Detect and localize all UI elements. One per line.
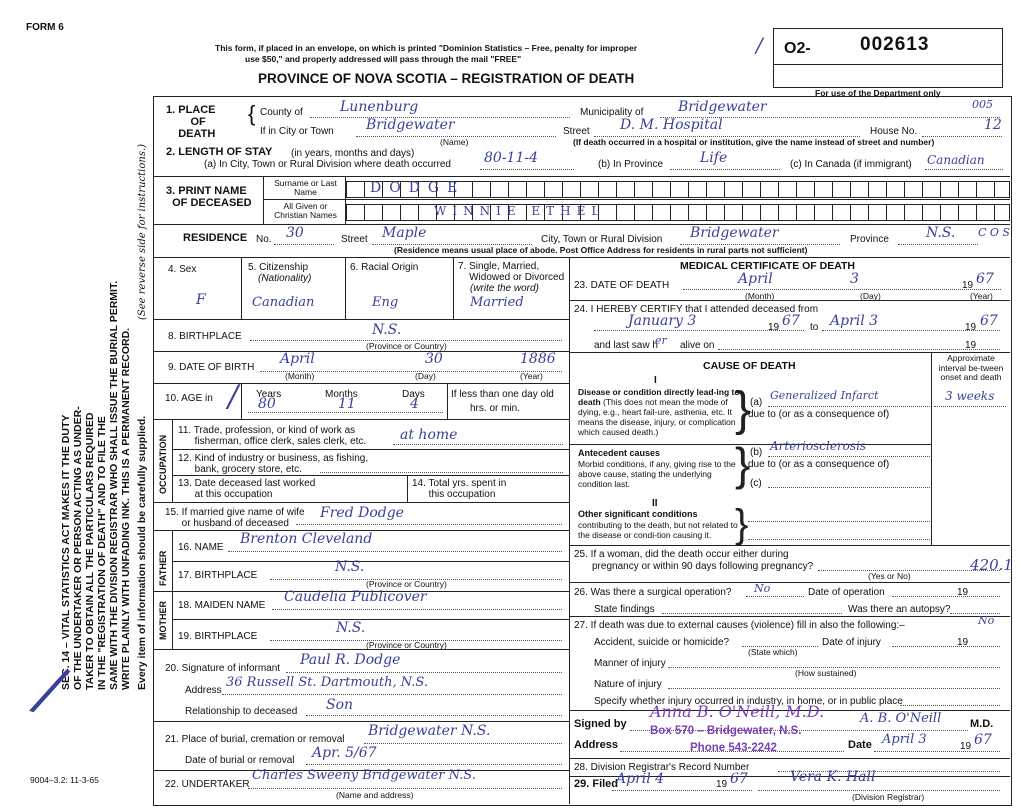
bracket-direct: } <box>735 383 752 436</box>
cause-of-death-title: CAUSE OF DEATH <box>703 360 796 372</box>
med-cert-title: MEDICAL CERTIFICATE OF DEATH <box>680 260 855 272</box>
less-than-day-label: If less than one day old <box>451 389 554 400</box>
stay-a-value: 80-11-4 <box>484 150 538 166</box>
yes-no-caption: (Yes or No) <box>868 571 911 581</box>
form-number: FORM 6 <box>26 22 64 33</box>
statute-text-6: WRITE PLAINLY WITH UNFADING INK. THIS IS A PERMANENT RECORD. <box>120 327 132 690</box>
date-label: Date <box>848 739 872 751</box>
res-city-value: Bridgewater <box>690 225 779 241</box>
informant-address-value: 36 Russell St. Dartmouth, N.S. <box>226 675 428 690</box>
name-address-caption: (Name and address) <box>336 790 414 800</box>
dob-label: 9. DATE OF BIRTH <box>168 362 255 373</box>
citizenship-value: Canadian <box>252 295 315 310</box>
due-to-2: due to (or as a consequence of) <box>748 459 890 470</box>
municipality-label: Municipality of <box>580 107 644 118</box>
house-value: 12 <box>984 117 1002 133</box>
print-code: 9004–3.2: 11-3-65 <box>30 775 99 785</box>
informant-address-label: Address <box>185 685 222 696</box>
certify-label: 24. I HEREBY CERTIFY that I attended deceased from <box>574 304 819 315</box>
occupation-section-label: OCCUPATION <box>158 434 168 494</box>
b-label: (b) <box>750 447 763 458</box>
a-label: (a) <box>750 397 763 408</box>
stay-b-label: (b) In Province <box>598 159 664 170</box>
antecedent-label: Antecedent causes <box>578 448 661 458</box>
md-label: M.D. <box>970 718 994 730</box>
hospital-note: (If death occurred in a hospital or institution, give the name instead of street and number) <box>573 137 935 147</box>
state-findings-label: State findings <box>594 604 655 615</box>
stay-c-label: (c) In Canada (if immigrant) <box>790 159 912 170</box>
age-check: / <box>228 379 239 414</box>
res-no-label: No. <box>256 234 272 245</box>
filed-value: April 4 <box>616 771 665 787</box>
cert-19: 19 <box>960 741 972 752</box>
stamp-name: Anna B. O'Neill, M.D. <box>650 702 825 721</box>
from-year: 67 <box>782 313 800 329</box>
statute-text-3: TAKER TO OBTAIN ALL THE PARTICULARS REQUIRED <box>84 412 96 690</box>
maiden-value: Caudelia Publicover <box>284 589 427 605</box>
informant-value: Paul R. Dodge <box>300 652 401 668</box>
death-day: 3 <box>850 271 859 287</box>
registration-prefix: O2- <box>784 40 811 57</box>
county-label: County of <box>260 107 303 118</box>
last-saw-label: and last saw h <box>594 340 658 351</box>
filed-year: 67 <box>730 771 748 787</box>
statute-text-2: OF THE UNDERTAKER OR PERSON ACTING AS UNDER- <box>72 406 84 690</box>
death-year-caption: (Year) <box>970 291 993 301</box>
residence-label: RESIDENCE <box>183 232 248 244</box>
bracket-other: } <box>735 502 749 546</box>
how-sustained-caption: (How sustained) <box>795 668 857 678</box>
years-label: Years <box>256 389 282 400</box>
q28-label: 28. Division Registrar's Record Number <box>574 762 750 773</box>
stay-c-value: Canadian <box>927 153 985 167</box>
father-bp-caption: (Province or Country) <box>366 579 447 589</box>
stamp-address: Box 570 – Bridgewater, N.S. <box>650 725 802 737</box>
res-street-value: Maple <box>382 225 427 241</box>
form-title: PROVINCE OF NOVA SCOTIA – REGISTRATION OF DEATH <box>258 71 635 86</box>
q26-value: No <box>754 582 771 595</box>
given-names-label: All Given or Christian Names <box>274 201 337 220</box>
filed-19: 19 <box>716 779 728 790</box>
to-19: 19 <box>965 322 977 333</box>
specify-label: Specify whether injury occurred in industry, in home, or in public place <box>594 696 903 707</box>
birthplace-value: N.S. <box>372 322 402 338</box>
write-word-label: (write the word) <box>470 283 539 294</box>
section-i: I <box>654 375 657 386</box>
mail-notice-1: This form, if placed in an envelope, on which is printed "Dominion Statistics – Free, penalty for improper <box>215 43 638 53</box>
section-ii: II <box>652 498 658 509</box>
c-label: (c) <box>750 478 762 489</box>
total-years-label: 14. Total yrs. spent in this occupation <box>412 478 507 500</box>
citizenship-label: 5. Citizenship <box>248 262 309 273</box>
res-city-label: City, Town or Rural Division <box>541 234 663 245</box>
address-label: Address <box>574 739 619 751</box>
date-injury-label: Date of injury <box>822 637 881 648</box>
dept-code: 005 <box>972 98 993 111</box>
dob-day-caption: (Day) <box>415 371 436 381</box>
last-saw-value: er <box>655 334 667 347</box>
death-19: 19 <box>962 280 974 291</box>
code-420: 420.1 <box>970 556 1013 574</box>
res-code: C O S <box>978 226 1010 239</box>
stamp-phone: Phone 543-2242 <box>690 742 777 754</box>
nationality-label: (Nationality) <box>258 273 312 284</box>
relationship-label: Relationship to deceased <box>185 706 298 717</box>
margin-pen-mark: / <box>31 653 69 727</box>
father-name-label: 16. NAME <box>178 542 224 553</box>
cert-year-value: 67 <box>974 732 992 748</box>
accident-label: Accident, suicide or homicide? <box>594 637 730 648</box>
q27-label: 27. If death was due to external causes (violence) fill in also the following:– <box>574 620 905 631</box>
injury-19: 19 <box>957 637 969 648</box>
house-label: House No. <box>870 126 918 137</box>
name-caption: (Name) <box>440 137 469 147</box>
father-birthplace-label: 17. BIRTHPLACE <box>178 570 258 581</box>
last-worked-label: 13. Date deceased last worked at this occupation <box>178 478 316 500</box>
racial-label: 6. Racial Origin <box>350 262 419 273</box>
date-op-label: Date of operation <box>808 587 885 598</box>
surname-value: DODGE <box>370 180 466 196</box>
birthplace-label: 8. BIRTHPLACE <box>168 331 242 342</box>
interval-a-value: 3 weeks <box>945 389 995 403</box>
city-label: If in City or Town <box>260 126 334 137</box>
marital-value: Married <box>470 295 524 310</box>
racial-value: Eng <box>372 295 399 310</box>
department-use-label: For use of the Department only <box>815 88 941 98</box>
county-value: Lunenburg <box>340 99 419 115</box>
cause-a-value: Generalized Infarct <box>770 389 879 402</box>
months-label: Months <box>325 389 358 400</box>
dob-month: April <box>280 351 315 367</box>
dob-month-caption: (Month) <box>285 371 315 381</box>
age-days: 4 <box>410 396 419 412</box>
statute-text-5: SAME WITH THE DIVISION REGISTRAR WHO SHALL ISSUE THE BURIAL PERMIT. <box>108 280 120 690</box>
street-value: D. M. Hospital <box>620 117 723 133</box>
interval-label: Approximate interval be-tween onset and death <box>938 353 1004 382</box>
check-mark: / <box>756 33 763 57</box>
attend-to: April 3 <box>830 313 879 329</box>
from-19: 19 <box>768 322 780 333</box>
mother-birthplace-value: N.S. <box>336 620 366 636</box>
father-section-label: FATHER <box>158 550 168 586</box>
undertaker-value: Charles Sweeny Bridgewater N.S. <box>252 768 476 783</box>
q25-line1: 25. If a woman, did the death occur either during <box>574 549 789 560</box>
op-19: 19 <box>957 587 969 598</box>
given-value: WINNIE ETHEL <box>434 204 606 218</box>
nature-label: Nature of injury <box>594 679 662 690</box>
marital-label: 7. Single, Married, Widowed or Divorced <box>458 261 565 283</box>
days-label: Days <box>402 389 425 400</box>
instruction-text: Every item of information should be carefully supplied. <box>136 415 148 690</box>
state-which-caption: (State which) <box>748 647 798 657</box>
bracket-antecedent: } <box>735 438 751 490</box>
burial-place-label: 21. Place of burial, cremation or removal <box>165 734 345 745</box>
burial-date-label: Date of burial or removal <box>185 755 295 766</box>
street-label: Street <box>563 126 590 137</box>
other-sig-label: Other significant conditions <box>578 509 698 519</box>
direct-cause-desc: Disease or condition directly lead-ing to death (This does not mean the mode of dying, e.g., heart fail-ure, asthenia, etc. It means the disease, injury, or complication which caused death.) <box>578 387 740 437</box>
sex-label: 4. Sex <box>168 264 197 275</box>
undertaker-label: 22. UNDERTAKER <box>165 779 250 790</box>
alive-19: 19 <box>965 340 977 351</box>
informant-label: 20. Signature of informant <box>165 663 281 674</box>
spouse-label: 15. If married give name of wife or husband of deceased <box>165 507 305 529</box>
bracket: { <box>248 101 256 126</box>
div-registrar-caption: (Division Registrar) <box>852 792 925 802</box>
relationship-value: Son <box>326 697 354 713</box>
mother-section-label: MOTHER <box>158 601 168 640</box>
cert-date-value: April 3 <box>882 732 927 747</box>
external-value: No <box>978 614 995 627</box>
dob-day: 30 <box>425 351 443 367</box>
burial-place-value: Bridgewater N.S. <box>368 723 491 739</box>
mother-birthplace-label: 19. BIRTHPLACE <box>178 631 258 642</box>
father-birthplace-value: N.S. <box>335 559 365 575</box>
attend-from: January 3 <box>628 313 697 329</box>
place-of-death-label: 1. PLACE OF DEATH <box>166 104 216 140</box>
industry-label: 12. Kind of industry or business, as fishing, bank, grocery store, etc. <box>178 453 369 475</box>
other-sig-desc: contributing to the death, but not related to the disease or condi-tion causing it. <box>578 520 738 540</box>
mother-bp-caption: (Province or Country) <box>366 640 447 650</box>
dob-year-caption: (Year) <box>520 371 543 381</box>
age-label: 10. AGE in <box>165 393 213 404</box>
municipality-value: Bridgewater <box>678 99 767 115</box>
maiden-label: 18. MAIDEN NAME <box>178 600 266 611</box>
print-name-label: 3. PRINT NAME OF DECEASED <box>166 185 252 209</box>
length-of-stay-label: 2. LENGTH OF STAY <box>166 146 273 158</box>
hrs-min-label: hrs. or min. <box>470 403 521 414</box>
death-day-caption: (Day) <box>860 291 881 301</box>
to-label: to <box>810 322 819 333</box>
death-month-caption: (Month) <box>745 291 775 301</box>
manner-label: Manner of injury <box>594 658 666 669</box>
res-no-value: 30 <box>286 225 304 241</box>
res-street-label: Street <box>341 234 368 245</box>
surname-label: Surname or Last Name <box>274 178 337 197</box>
to-year: 67 <box>980 313 998 329</box>
q26-label: 26. Was there a surgical operation? <box>574 587 732 598</box>
dob-year: 1886 <box>520 351 556 367</box>
registrar-signature: Vera K. Hall <box>790 769 876 785</box>
reverse-note: (See reverse side for instructions.) <box>137 143 148 320</box>
age-years: 80 <box>258 396 276 412</box>
spouse-value: Fred Dodge <box>320 505 404 521</box>
father-name-value: Brenton Cleveland <box>240 531 373 547</box>
city-value: Bridgewater <box>366 117 455 133</box>
stay-units: (in years, months and days) <box>291 148 415 159</box>
burial-date-value: Apr. 5/67 <box>312 745 377 761</box>
autopsy-label: Was there an autopsy? <box>848 604 951 615</box>
trade-label: 11. Trade, profession, or kind of work as fisherman, office clerk, sales clerk, etc. <box>178 425 367 447</box>
q25-line2: pregnancy or within 90 days following pregnancy? <box>592 561 814 572</box>
antecedent-desc: Morbid conditions, if any, giving rise to the above cause, stating the underlying condition last. <box>578 459 736 489</box>
statute-text-4: IN THE "REGISTRATION OF DEATH" AND TO FILE THE <box>96 416 108 690</box>
death-year: 67 <box>976 271 994 287</box>
registration-number: 002613 <box>860 34 930 55</box>
mail-notice-2: use $50," and properly addressed will pass through the mail "FREE" <box>245 54 522 64</box>
trade-value: at home <box>400 427 458 443</box>
due-to-1: due to (or as a consequence of) <box>748 409 890 420</box>
signer-signature: A. B. O'Neill <box>860 711 942 726</box>
alive-on-label: alive on <box>680 340 715 351</box>
q29-label: 29. Filed <box>574 778 619 790</box>
res-province-value: N.S. <box>926 225 956 241</box>
res-province-label: Province <box>850 234 889 245</box>
signed-by-label: Signed by <box>574 718 627 730</box>
death-month: April <box>738 271 773 287</box>
birthplace-caption: (Province or Country) <box>366 341 447 351</box>
age-months: 11 <box>338 396 356 412</box>
stay-b-value: Life <box>700 150 728 166</box>
date-of-death-label: 23. DATE OF DEATH <box>574 280 670 291</box>
statute-text-1: SEC. 14 – VITAL STATISTICS ACT MAKES IT THE DUTY <box>60 414 72 690</box>
residence-note: (Residence means usual place of abode. Post Office Address for residents in rural parts not sufficient) <box>394 245 808 255</box>
stay-a-label: (a) In City, Town or Rural Division where death occurred <box>204 159 451 170</box>
sex-value: F <box>196 292 206 308</box>
cause-b-value: Arteriosclerosis <box>770 439 867 453</box>
